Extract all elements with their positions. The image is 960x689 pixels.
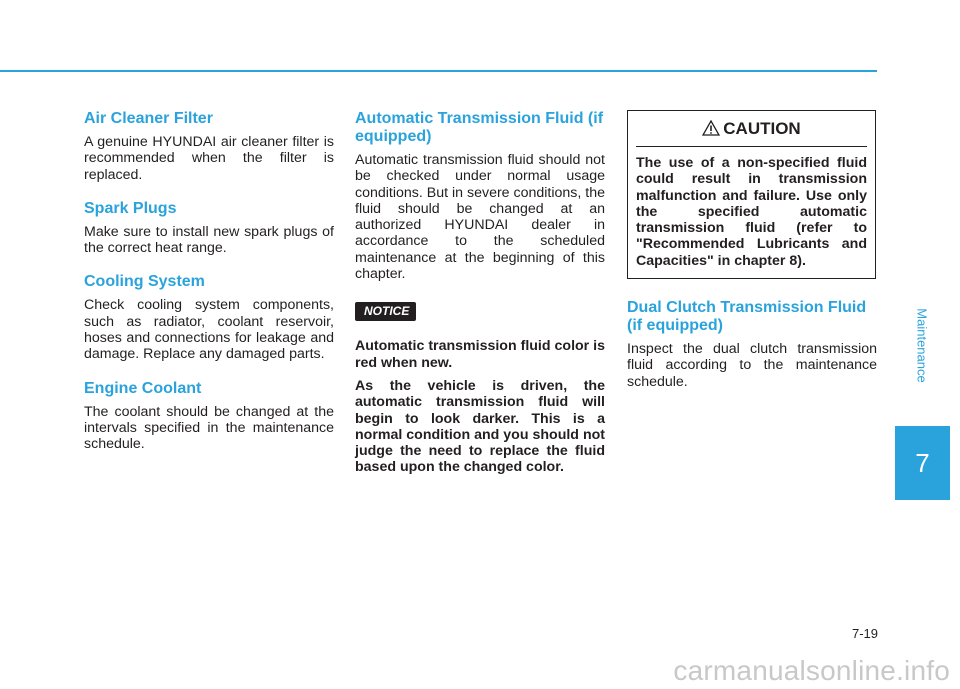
page-number: 7-19 [851, 626, 878, 641]
section-body: The coolant should be changed at the intervals specified in the maintenance schedule. [84, 403, 334, 453]
caution-text: The use of a non-specified fluid could result in transmission malfunction and failure. Use only the specified automatic transmission fluid (refer to "Recommended Lubricants and Capacities" in chapter 8). [636, 155, 867, 269]
chapter-tab [895, 426, 950, 500]
section-body: Automatic transmission fluid should not be checked under normal usage conditions. But in severe conditions, the fluid should be changed at an authorized HYUNDAI dealer in accordance to the scheduled maintenance at the beginning of this chapter. [355, 152, 606, 283]
column-left [84, 110, 334, 453]
column-right [627, 110, 877, 390]
caution-title: CAUTION [723, 119, 801, 138]
caution-header [636, 116, 867, 147]
chapter-number: 7 [915, 447, 930, 478]
section-body: Inspect the dual clutch transmission fluid according to the maintenance schedule. [627, 341, 877, 390]
section-heading: Automatic Transmission Fluid (if equipped) [355, 110, 604, 145]
section-heading: Air Cleaner Filter [84, 110, 213, 127]
watermark: carmanualsonline.info [673, 655, 950, 686]
chapter-label [895, 270, 950, 420]
section-heading: Engine Coolant [84, 379, 202, 397]
section-body: Make sure to install new spark plugs of the correct heat range. [84, 223, 334, 257]
warning-triangle-icon [702, 120, 720, 136]
notice-text: As the vehicle is driven, the automatic transmission fluid will begin to look darker. This is a normal condition and you should not judge the need to replace the fluid based upon the changed color. [355, 377, 605, 476]
notice-text: Automatic transmission fluid color is red when new. [355, 338, 605, 371]
column-middle [355, 110, 605, 476]
section-body: A genuine HYUNDAI air cleaner filter is recommended when the filter is replaced. [84, 134, 334, 183]
section-heading: Spark Plugs [84, 199, 177, 217]
header-rule [0, 70, 877, 72]
section-heading: Cooling System [84, 273, 205, 291]
chapter-label-text: Maintenance [915, 307, 931, 383]
section-body: Check cooling system components, such as radiator, coolant reservoir, hoses and connections for leakage and damage. Replace any damaged parts. [84, 297, 334, 363]
notice-badge: NOTICE [355, 302, 416, 321]
section-heading: Dual Clutch Transmission Fluid (if equipped) [627, 299, 867, 335]
caution-box [627, 110, 876, 279]
